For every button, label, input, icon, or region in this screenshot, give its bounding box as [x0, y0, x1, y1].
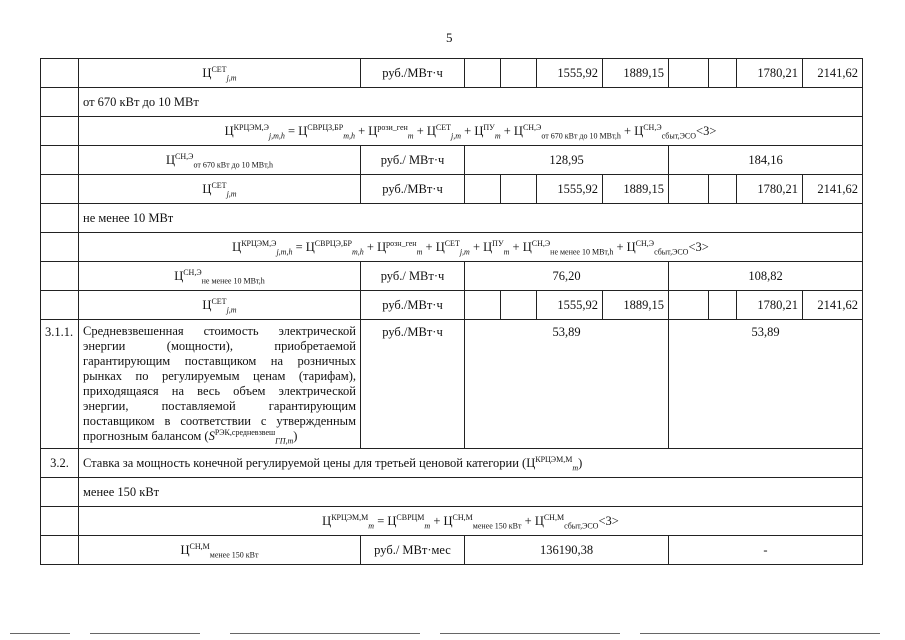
value-cell: 1555,92	[537, 291, 603, 320]
table-row	[41, 478, 863, 507]
unit-cell: руб./МВт·ч	[361, 175, 465, 204]
symbol-cell: $Ц^{СН,Э}_{от 670 кВт до 10 МВт,h}$	[79, 146, 361, 175]
number-cell	[41, 59, 79, 88]
section-heading: от 670 кВт до 10 МВт	[79, 88, 863, 117]
value-cell: 53,89	[465, 320, 669, 449]
table-row	[41, 507, 863, 536]
value-cell: -	[669, 536, 863, 565]
scan-artifact-lines	[0, 633, 905, 636]
table-row	[41, 204, 863, 233]
value-cell: 1555,92	[537, 175, 603, 204]
item-number: 3.2.	[41, 449, 79, 478]
value-cell: 1780,21	[737, 59, 803, 88]
value-cell: 1889,15	[603, 291, 669, 320]
symbol-cell: $Ц^{СЕТ}_{j,m}$	[79, 59, 361, 88]
section-heading: не менее 10 МВт	[79, 204, 863, 233]
formula-cell: $Ц^{КРЦЭМ,М}_m = Ц^{СВРЦМ}_m + Ц^{СН,М}_{менее 150 кВт} + Ц^{СН,М}_{сбыт,ЭСО}<3>$	[79, 507, 863, 536]
table-row	[41, 175, 863, 204]
table-row	[41, 262, 863, 291]
table-row	[41, 536, 863, 565]
value-cell: 2141,62	[803, 291, 863, 320]
value-cell: 108,82	[669, 262, 863, 291]
value-cell: 1555,92	[537, 59, 603, 88]
table-row	[41, 291, 863, 320]
symbol-cell: $Ц^{СЕТ}_{j,m}$	[79, 175, 361, 204]
tariff-table	[40, 58, 863, 565]
value-cell: 184,16	[669, 146, 863, 175]
table-row	[41, 146, 863, 175]
value-cell: 136190,38	[465, 536, 669, 565]
table-row	[41, 320, 863, 449]
item-description: Ставка за мощность конечной регулируемой цены для третьей ценовой категории $(Ц^{КРЦЭМ,М}_m)$	[79, 449, 863, 478]
unit-cell: руб./МВт·ч	[361, 291, 465, 320]
symbol-cell: $Ц^{СН,Э}_{не менее 10 МВт,h}$	[79, 262, 361, 291]
page-number: 5	[446, 30, 453, 45]
unit-cell: руб./ МВт·мес	[361, 536, 465, 565]
formula-cell: $Ц^{КРЦЭМ,Э}_{j,m,h} = Ц^{СВРЦЭ,БР}_{m,h} + Ц^{розн\_ген}_m + Ц^{СЕТ}_{j,m} + Ц^{ПУ}_m + Ц^{СН,Э}_{не менее 10 МВт,h} + Ц^{СН,Э}_{сбыт,ЭСО}<3>$	[79, 233, 863, 262]
value-cell: 1780,21	[737, 175, 803, 204]
value-cell: 53,89	[669, 320, 863, 449]
unit-cell: руб./МВт·ч	[361, 59, 465, 88]
item-number: 3.1.1.	[41, 320, 79, 449]
formula-cell: $Ц^{КРЦЭМ,Э}_{j,m,h} = Ц^{СВРЦЗ,БР}_{m,h} + Ц^{рози\_ген}_m + Ц^{СЕТ}_{j,m} + Ц^{ПУ}_m + Ц^{СН,Э}_{от 670 кВт до 10 МВт,h} + Ц^{СН,Э}_{сбыт,ЭСО}<3>$	[79, 117, 863, 146]
value-cell: 1889,15	[603, 59, 669, 88]
unit-cell: руб./ МВт·ч	[361, 262, 465, 291]
value-cell: 128,95	[465, 146, 669, 175]
unit-cell: руб./МВт·ч	[361, 320, 465, 449]
value-cell: 2141,62	[803, 59, 863, 88]
symbol-cell: $Ц^{СЕТ}_{j,m}$	[79, 291, 361, 320]
value-cell: 1780,21	[737, 291, 803, 320]
section-heading: менее 150 кВт	[79, 478, 863, 507]
value-cell: 1889,15	[603, 175, 669, 204]
table-row	[41, 233, 863, 262]
unit-cell: руб./ МВт·ч	[361, 146, 465, 175]
table-row	[41, 449, 863, 478]
value-cell: 76,20	[465, 262, 669, 291]
value-cell: 2141,62	[803, 175, 863, 204]
item-description: Средневзвешенная стоимость электрической энергии (мощности), приобретаемой гарантирующим поставщиком на розничных рынках по регулируемым ценам (тарифам), приходящаяся на весь объем электрической энергии, поставляемой гарантирующим поставщиком в соответствии с утвержденным прогнозным балансом $(S^{РЭК,средневзвеш}_{ГП,m})$	[79, 320, 361, 449]
symbol-cell: $Ц^{СН,М}_{менее 150 кВт}$	[79, 536, 361, 565]
table-row	[41, 59, 863, 88]
table-row	[41, 117, 863, 146]
table-row	[41, 88, 863, 117]
